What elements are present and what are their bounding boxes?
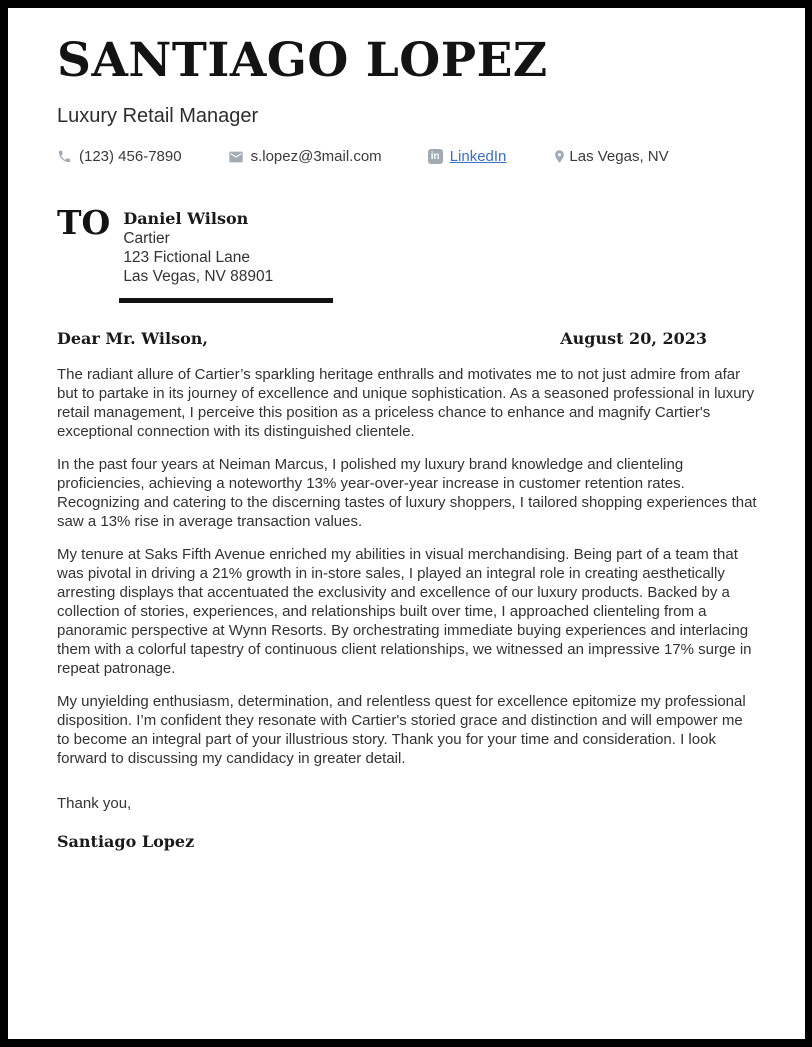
salutation-row: [57, 329, 757, 348]
letter-paragraph: My tenure at Saks Fifth Avenue enriched my abilities in visual merchandising. Being part of a team that was pivotal in driving a 21% growth in in-store sales, I played an integral role in creating aesthetically arresting displays that accentuated the exclusivity and excellence of our luxury products. Backed by a collection of stories, experiences, and relationships built over time, I approached clienteling from a panoramic perspective at Wynn Resorts. By orchestrating immediate buying experiences and interlacing them with a colorful tapestry of continuous client relationships, we witnessed an impressive 17% surge in repeat patronage.: [57, 546, 752, 678]
letter-paragraph: The radiant allure of Cartier’s sparkling heritage enthralls and motivates me to not just admire from afar but to partake in its journey of excellence and unique sophistication. As a seasoned professional in luxury retail management, I perceive this position as a priceless chance to enhance and magnify Cartier's exceptional connection with its distinguished clientele.: [57, 366, 755, 441]
contact-email: [228, 148, 382, 165]
cover-letter-page: [8, 8, 805, 1039]
recipient-name: Daniel Wilson: [123, 209, 249, 229]
recipient-city: Las Vegas, NV 88901: [123, 268, 274, 286]
recipient-address: [123, 207, 273, 286]
recipient-block: [57, 203, 757, 286]
letter-date: August 20, 2023: [560, 329, 707, 349]
location-pin-icon: [552, 149, 567, 164]
envelope-icon: [228, 149, 244, 165]
signature-name: Santiago Lopez: [57, 832, 195, 852]
contact-linkedin: [428, 148, 507, 165]
recipient-company: Cartier: [123, 230, 170, 248]
linkedin-link[interactable]: LinkedIn: [449, 148, 507, 166]
phone-icon: [57, 149, 72, 164]
phone-number: (123) 456-7890: [79, 148, 182, 166]
salutation: Dear Mr. Wilson,: [57, 329, 208, 349]
page-title: SANTIAGO LOPEZ: [57, 33, 548, 88]
linkedin-icon: in: [428, 149, 443, 164]
location-text: Las Vegas, NV: [569, 148, 669, 166]
contact-location: [552, 148, 668, 165]
closing-line: Thank you,: [57, 795, 132, 813]
email-address: s.lopez@3mail.com: [250, 148, 382, 166]
contact-row: [57, 148, 757, 165]
recipient-street: 123 Fictional Lane: [123, 249, 250, 267]
to-label: TO: [57, 203, 111, 243]
job-title: Luxury Retail Manager: [57, 105, 259, 128]
contact-phone: [57, 148, 182, 165]
recipient-divider: [119, 298, 333, 303]
letter-body: [57, 365, 757, 768]
letter-paragraph: My unyielding enthusiasm, determination, and relentless quest for excellence epitomize my professional disposition. I’m confident they resonate with Cartier's storied grace and distinction and will empower me to become an integral part of your illustrious story. Thank you for your time and consideration. I look forward to discussing my candidacy in greater detail.: [57, 693, 746, 768]
letter-paragraph: In the past four years at Neiman Marcus, I polished my luxury brand knowledge and clienteling proficiencies, achieving a noteworthy 13% year-over-year increase in customer retention rates. Recognizing and catering to the discerning tastes of luxury shoppers, I tailored shopping experiences that saw a 13% rise in average transaction values.: [57, 456, 757, 531]
